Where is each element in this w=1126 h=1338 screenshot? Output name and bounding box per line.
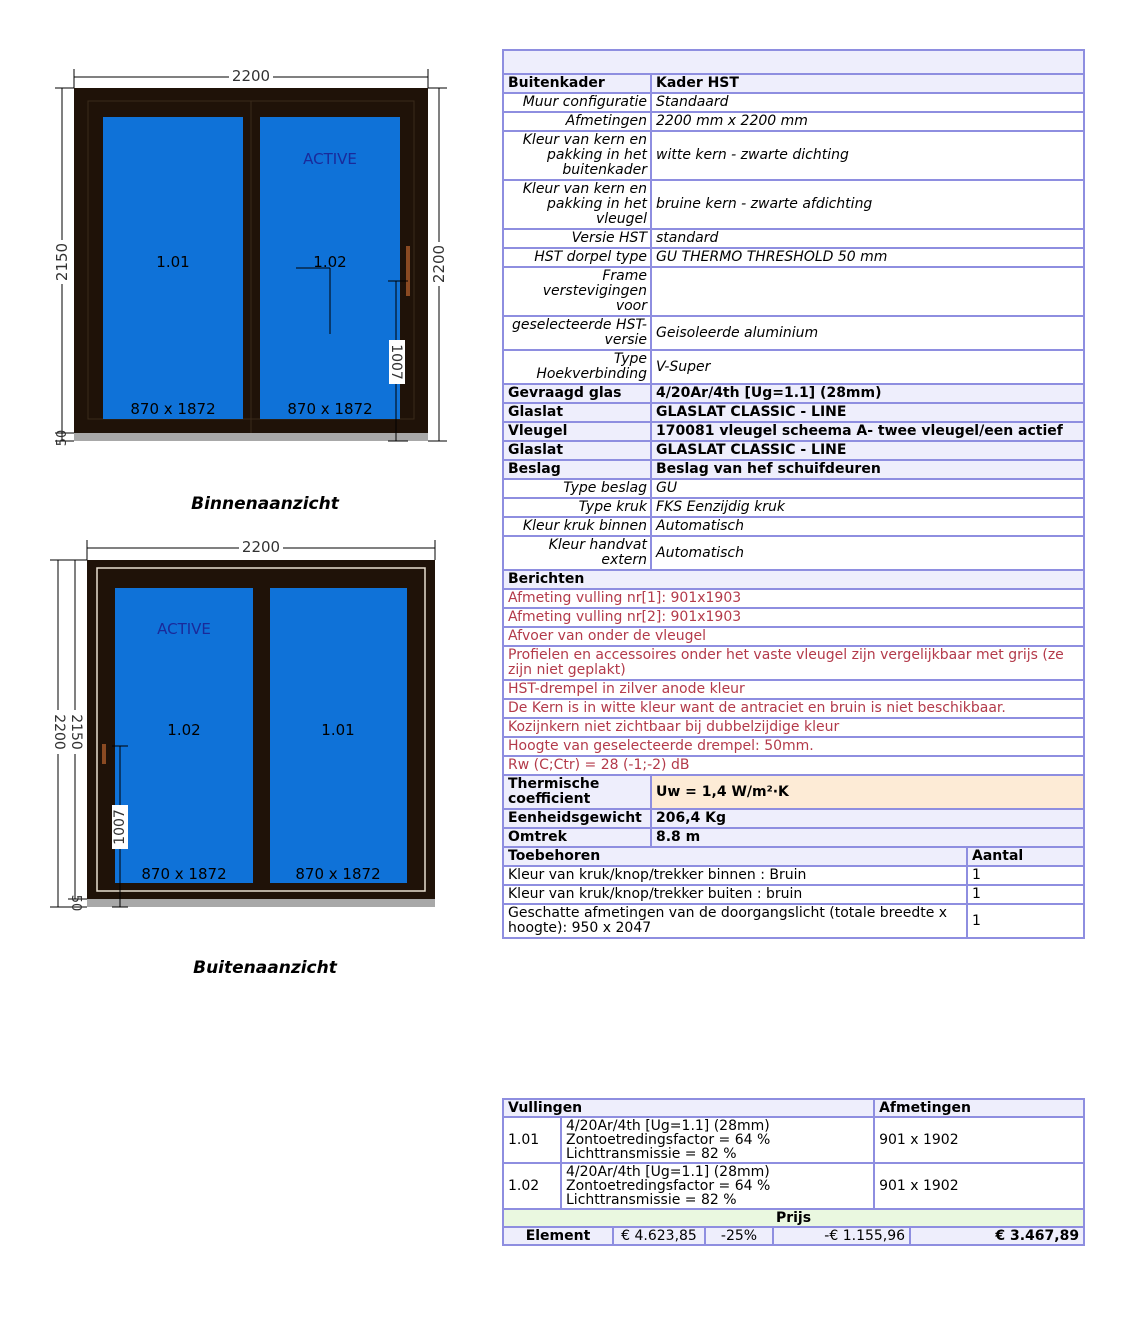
messages-title: Berichten <box>503 570 1084 589</box>
spec-label: Kleur kruk binnen <box>503 517 651 536</box>
spec-value: GU THERMO THRESHOLD 50 mm <box>651 248 1084 267</box>
accessory-row <box>503 885 1084 904</box>
spec-row <box>503 316 1084 350</box>
accessories-header-row <box>503 847 1084 866</box>
thermal-row <box>503 775 1084 809</box>
spec-label: Glaslat <box>503 441 651 460</box>
accessory-name: Kleur van kruk/knop/trekker binnen : Bruin <box>503 866 967 885</box>
spec-label: Glaslat <box>503 403 651 422</box>
message-row <box>503 608 1084 627</box>
active-label: ACTIVE <box>157 620 211 638</box>
spec-label: Frame verstevigingen voor <box>503 267 651 316</box>
spec-row <box>503 536 1084 570</box>
message-text: HST-drempel in zilver anode kleur <box>503 680 1084 699</box>
spec-value: GU <box>651 479 1084 498</box>
filling-desc: 4/20Ar/4th [Ug=1.1] (28mm) Zontoetredingsfactor = 64 % Lichttransmissie = 82 % <box>561 1163 874 1209</box>
price-header: Prijs <box>503 1209 1084 1227</box>
accessory-row <box>503 904 1084 938</box>
spec-row <box>503 112 1084 131</box>
message-row <box>503 737 1084 756</box>
accessory-name: Kleur van kruk/knop/trekker buiten : bruin <box>503 885 967 904</box>
filling-desc: 4/20Ar/4th [Ug=1.1] (28mm) Zontoetredingsfactor = 64 % Lichttransmissie = 82 % <box>561 1117 874 1163</box>
spec-row <box>503 460 1084 479</box>
threshold-sill <box>74 433 428 441</box>
message-text: Kozijnkern niet zichtbaar bij dubbelzijdige kleur <box>503 718 1084 737</box>
message-text: De Kern is in witte kleur want de antraciet en bruin is niet beschikbaar. <box>503 699 1084 718</box>
panel-size: 870 x 1872 <box>130 400 216 418</box>
filling-dim: 901 x 1902 <box>874 1117 1084 1163</box>
message-row <box>503 646 1084 680</box>
handle-icon <box>406 246 410 296</box>
spec-row <box>503 74 1084 93</box>
spec-row <box>503 517 1084 536</box>
weight-label: Eenheidsgewicht <box>503 809 651 828</box>
spec-row <box>503 441 1084 460</box>
message-row <box>503 627 1084 646</box>
spec-row <box>503 229 1084 248</box>
spec-label: Type beslag <box>503 479 651 498</box>
thermal-value: Uw = 1,4 W/m²·K <box>651 775 1084 809</box>
price-discount-amount: -€ 1.155,96 <box>773 1227 910 1245</box>
filling-id: 1.01 <box>503 1117 561 1163</box>
message-row <box>503 756 1084 775</box>
spec-row <box>503 93 1084 112</box>
perimeter-value: 8.8 m <box>651 828 1084 847</box>
spec-label: HST dorpel type <box>503 248 651 267</box>
spec-label: Kleur van kern en pakking in het vleugel <box>503 180 651 229</box>
spec-row <box>503 384 1084 403</box>
price-base: € 4.623,85 <box>613 1227 705 1245</box>
active-label: ACTIVE <box>303 150 357 168</box>
spec-top-bar <box>503 50 1084 74</box>
width-dimension: 2200 <box>231 67 271 85</box>
spec-value: Kader HST <box>651 74 1084 93</box>
message-row <box>503 589 1084 608</box>
fillings-header: Vullingen <box>503 1099 874 1117</box>
spec-value: 170081 vleugel scheema A- twee vleugel/een actief <box>651 422 1084 441</box>
message-row <box>503 680 1084 699</box>
weight-row <box>503 809 1084 828</box>
spec-row <box>503 180 1084 229</box>
threshold-sill <box>87 899 435 907</box>
price-label: Element <box>503 1227 613 1245</box>
spec-label: Vleugel <box>503 422 651 441</box>
spec-label: geselecteerde HST-versie <box>503 316 651 350</box>
panel-size: 870 x 1872 <box>295 865 381 883</box>
panel-size: 870 x 1872 <box>141 865 227 883</box>
accessory-qty: 1 <box>967 866 1084 885</box>
spec-value: FKS Eenzijdig kruk <box>651 498 1084 517</box>
spec-row <box>503 479 1084 498</box>
fillings-table <box>502 1098 1085 1246</box>
spec-row <box>503 403 1084 422</box>
filling-id: 1.02 <box>503 1163 561 1209</box>
spec-label: Versie HST <box>503 229 651 248</box>
handle-icon <box>102 744 106 764</box>
sill-dimension: 50 <box>68 894 83 912</box>
sill-dimension: 50 <box>55 429 70 447</box>
spec-label: Muur configuratie <box>503 93 651 112</box>
weight-value: 206,4 Kg <box>651 809 1084 828</box>
handle-height-dimension: 1007 <box>112 809 128 845</box>
perimeter-label: Omtrek <box>503 828 651 847</box>
spec-value: V-Super <box>651 350 1084 384</box>
height-dimension-outer: 2200 <box>51 714 67 750</box>
spec-label: Kleur handvat extern <box>503 536 651 570</box>
spec-value: Geisoleerde aluminium <box>651 316 1084 350</box>
message-text: Afmeting vulling nr[2]: 901x1903 <box>503 608 1084 627</box>
spec-label: Type kruk <box>503 498 651 517</box>
outside-view-drawing <box>0 520 480 980</box>
spec-row <box>503 350 1084 384</box>
message-text: Afvoer van onder de vleugel <box>503 627 1084 646</box>
spec-value <box>651 267 1084 316</box>
message-text: Profielen en accessoires onder het vaste vleugel zijn vergelijkbaar met grijs (ze zijn niet geplakt) <box>503 646 1084 680</box>
spec-label: Afmetingen <box>503 112 651 131</box>
message-text: Afmeting vulling nr[1]: 901x1903 <box>503 589 1084 608</box>
fillings-dim-header: Afmetingen <box>874 1099 1084 1117</box>
spec-value: 4/20Ar/4th [Ug=1.1] (28mm) <box>651 384 1084 403</box>
message-row <box>503 718 1084 737</box>
price-total: € 3.467,89 <box>910 1227 1084 1245</box>
panel-id: 1.02 <box>167 721 201 739</box>
spec-value: standard <box>651 229 1084 248</box>
message-text: Hoogte van geselecteerde drempel: 50mm. <box>503 737 1084 756</box>
spec-label: Buitenkader <box>503 74 651 93</box>
spec-row <box>503 248 1084 267</box>
spec-value: GLASLAT CLASSIC - LINE <box>651 403 1084 422</box>
spec-row <box>503 131 1084 180</box>
perimeter-row <box>503 828 1084 847</box>
filling-row <box>503 1117 1084 1163</box>
spec-value: bruine kern - zwarte afdichting <box>651 180 1084 229</box>
width-dimension: 2200 <box>241 538 281 556</box>
spec-label: Type Hoekverbinding <box>503 350 651 384</box>
outside-view-caption: Buitenaanzicht <box>193 958 337 978</box>
filling-dim: 901 x 1902 <box>874 1163 1084 1209</box>
spec-label: Beslag <box>503 460 651 479</box>
accessory-qty: 1 <box>967 904 1084 938</box>
spec-row <box>503 422 1084 441</box>
spec-row <box>503 267 1084 316</box>
spec-row <box>503 498 1084 517</box>
panel-id: 1.01 <box>156 253 190 271</box>
inside-view-caption: Binnenaanzicht <box>191 494 339 514</box>
spec-value: Automatisch <box>651 517 1084 536</box>
accessory-row <box>503 866 1084 885</box>
spec-value: Automatisch <box>651 536 1084 570</box>
handle-height-dimension: 1007 <box>388 344 404 380</box>
accessories-qty-header: Aantal <box>967 847 1084 866</box>
inside-view-drawing <box>0 0 480 460</box>
price-row <box>503 1227 1084 1245</box>
height-dimension-inner: 2150 <box>68 714 84 750</box>
accessory-qty: 1 <box>967 885 1084 904</box>
height-dimension-right: 2200 <box>430 244 448 284</box>
spec-value: witte kern - zwarte dichting <box>651 131 1084 180</box>
height-dimension-left: 2150 <box>53 242 71 282</box>
panel-id: 1.01 <box>321 721 355 739</box>
spec-label: Gevraagd glas <box>503 384 651 403</box>
thermal-label: Thermische coefficient <box>503 775 651 809</box>
spec-label: Kleur van kern en pakking in het buitenkader <box>503 131 651 180</box>
panel-size: 870 x 1872 <box>287 400 373 418</box>
price-discount: -25% <box>705 1227 773 1245</box>
filling-row <box>503 1163 1084 1209</box>
accessory-name: Geschatte afmetingen van de doorgangslicht (totale breedte x hoogte): 950 x 2047 <box>503 904 967 938</box>
specification-table <box>502 49 1085 939</box>
message-row <box>503 699 1084 718</box>
accessories-header: Toebehoren <box>503 847 967 866</box>
message-text: Rw (C;Ctr) = 28 (-1;-2) dB <box>503 756 1084 775</box>
spec-value: Beslag van hef schuifdeuren <box>651 460 1084 479</box>
spec-value: 2200 mm x 2200 mm <box>651 112 1084 131</box>
panel-id: 1.02 <box>313 253 347 271</box>
spec-value: Standaard <box>651 93 1084 112</box>
spec-value: GLASLAT CLASSIC - LINE <box>651 441 1084 460</box>
